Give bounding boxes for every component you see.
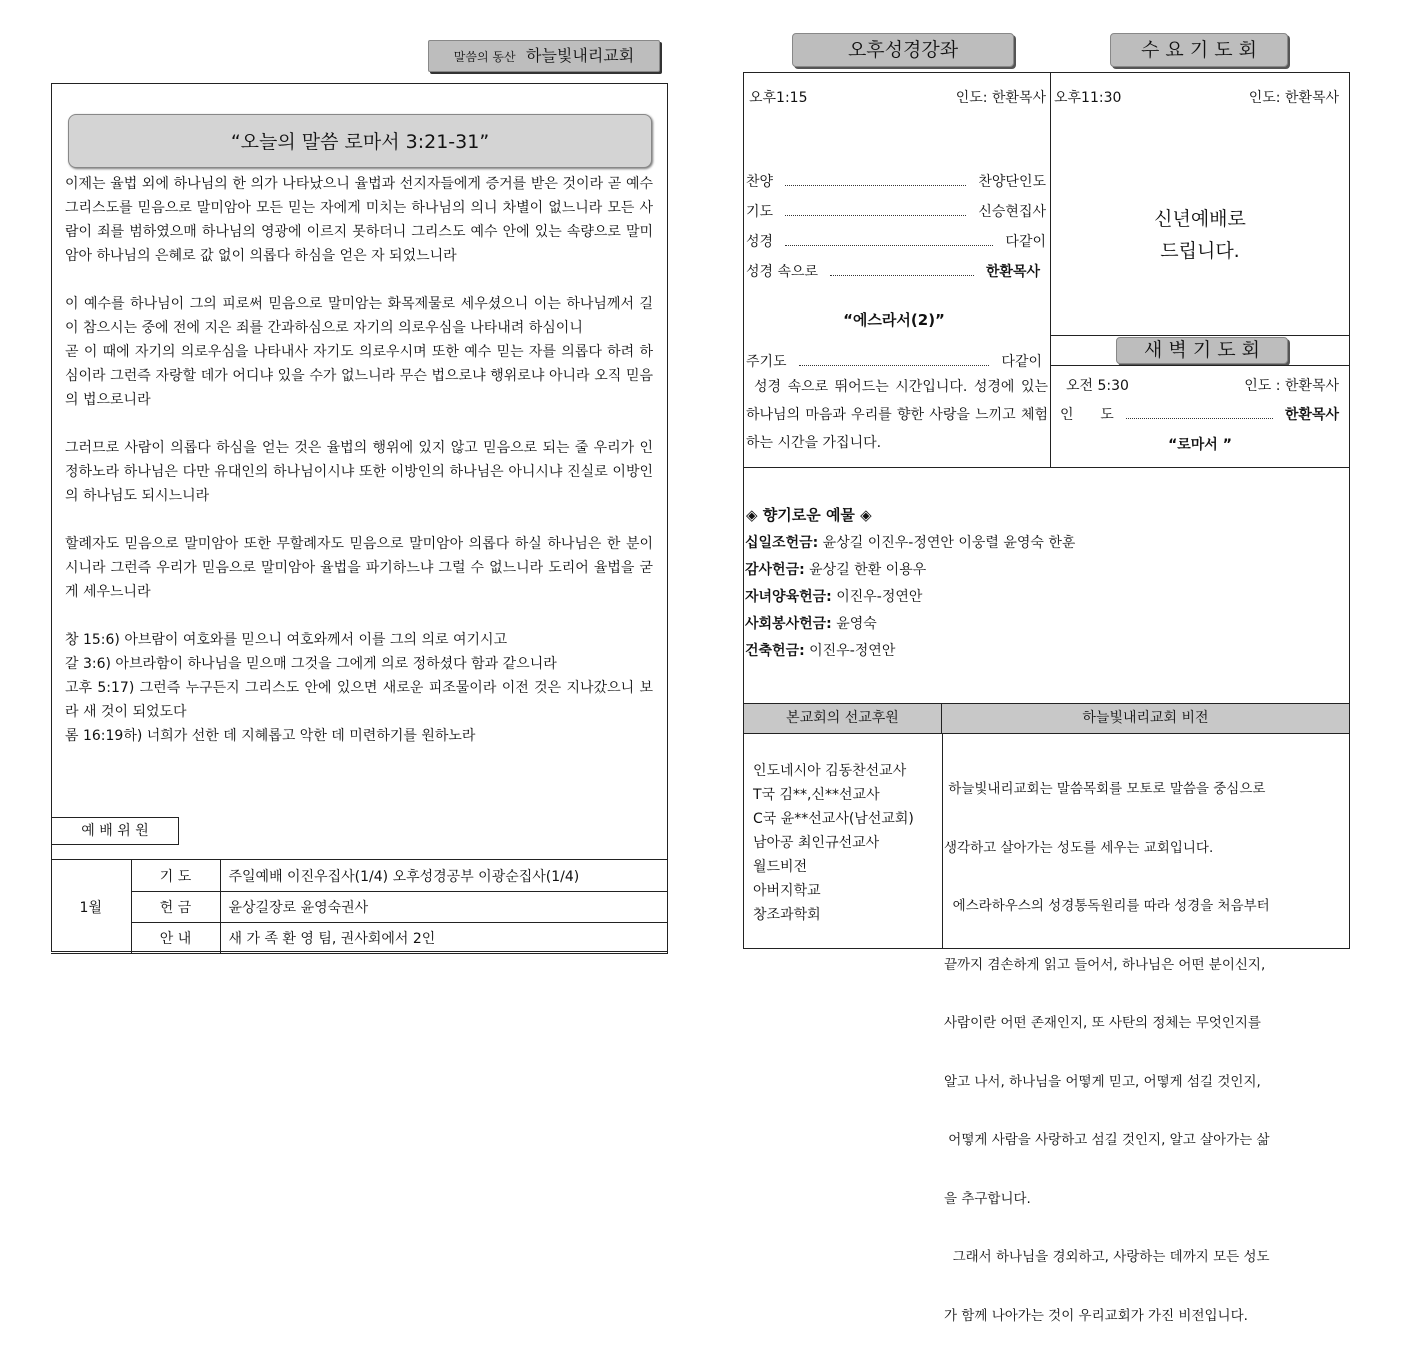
committee-role: 안 내 [131,923,220,954]
offering-item: 감사헌금: 윤상길 한환 이용우 [745,562,927,578]
mission-item: 남아공 최인규선교사 [753,835,880,851]
order-row [746,161,1046,191]
committee-label: 예 배 위 원 [52,817,179,845]
order-who: 신승현집사 [978,204,1046,220]
committee-value: 주일예배 이진우집사(1/4) 오후성경공부 이광순집사(1/4) [220,860,668,892]
wednesday-notice-line: 드립니다. [1160,240,1240,262]
order-label: 성경 속으로 [746,264,819,280]
cross-reference: 갈 3:6) 아브라함이 하나님을 믿으매 그것을 그에게 의로 정하셨다 함과 같으니라 [65,656,557,672]
wednesday-notice-line: 신년예배로 [1154,208,1246,230]
cross-reference: 고후 5:17) 그런즉 누구든지 그리스도 안에 있으면 새로운 피조물이라 이전 것은 지나갔으니 보라 새 것이 되었도다 [65,680,653,720]
order-row [746,221,1046,251]
dawn-topic: “로마서 ” [1168,437,1232,453]
committee-role: 헌 금 [131,892,220,923]
committee-role: 기 도 [131,860,220,892]
dawn-time: 오전 5:30 [1066,378,1129,394]
missions-list [753,759,914,927]
mission-item: 인도네시아 김동찬선교사 [753,763,907,779]
church-name: 하늘빛내리교회 [526,46,635,65]
scripture-paragraph: 이 예수를 하나님이 그의 피로써 믿음으로 말미암는 화목제물로 세우셨으니 이는 하나님께서 길이 참으시는 중에 전에 지은 죄를 간과하심으로 자기의 의로우심을 나타내려 하심이니 곧 이 때에 자기의 의로우심을 나타내사 자기도 의로우시며 또한 예수 믿는 자를 의롭다 하려 하심이라 그런즉 자랑할 데가 어디냐 있을 수가 없느니라 무슨 법으로냐 행위로냐 아니라 오직 믿음의 법으로니라 [65,296,653,408]
vision-header: 하늘빛내리교회 비전 [942,703,1349,734]
church-motto: 말씀의 동산 [453,50,516,64]
dawn-header: 새 벽 기 도 회 [1116,337,1288,364]
cross-reference: 창 15:6) 아브람이 여호와를 믿으니 여호와께서 이를 그의 의로 여기시고 [65,632,508,648]
wednesday-section [1051,73,1349,336]
order-row [746,191,1046,221]
order-label: 주기도 [746,354,787,370]
church-badge [428,40,660,72]
committee-value: 새 가 족 환 영 팀, 권사회에서 2인 [220,923,668,954]
committee-table [51,859,668,954]
afternoon-desc: 성경 속으로 뛰어드는 시간입니다. 성경에 있는 하나님의 마음과 우리를 향한 사랑을 느끼고 체험하는 시간을 가집니다. [746,379,1048,451]
mission-item: 월드비전 [753,859,808,875]
order-label: 성경 [746,234,774,250]
dawn-section [1051,365,1349,467]
dawn-leader: 인도 : 한환목사 [1244,378,1339,394]
afternoon-section [744,73,1051,467]
sermon-title: “오늘의 말씀 로마서 3:21-31” [230,131,490,153]
offering-item: 사회봉사헌금: 윤영숙 [745,616,877,632]
cross-reference: 롬 16:19하) 너희가 선한 데 지혜롭고 악한 데 미련하기를 원하노라 [65,728,476,744]
committee-month: 1월 [51,860,131,954]
sermon-scripture [65,172,653,748]
order-label: 기도 [746,204,774,220]
order-row [746,251,1046,281]
column-divider [942,734,943,948]
order-who: 다같이 [1001,354,1042,370]
leader-dots [785,245,993,246]
vision-text: 하늘빛내리교회는 말씀목회를 모토로 말씀을 중심으로 생각하고 살아가는 성도를 세우는 교회입니다. 에스라하우스의 성경통독원리를 따라 성경을 처음부터 끝까지 겸손하게 읽고 들어서, 하나님은 어떤 분이신지, 사람이란 어떤 존재인지, 또 사탄의 정체는 무엇인지를 알고 나서, 하나님을 어떻게 믿고, 어떻게 섬길 것인지, 어떻게 사람을 사랑하고 섬길 것인지, 알고 살아가는 삶 을 추구합니다. 그래서 하나님을 경외하고, 사랑하는 데까지 모든 성도 가 함께 나아가는 것이 우리교회가 가진 비전입니다. [944,781,1270,1324]
order-who: 다같이 [1005,234,1046,250]
leader-dots [799,365,990,366]
scripture-paragraph: 이제는 율법 외에 하나님의 한 의가 나타났으니 율법과 선지자들에게 증거를 받은 것이라 곧 예수 그리스도를 믿음으로 말미암아 모든 믿는 자에게 미치는 하나님의 의니 차별이 없느니라 모든 사람이 죄를 범하였으매 하나님의 영광에 이르지 못하더니 그리스도 예수 안에 있는 속량으로 말미암아 하나님의 은혜로 값 없이 의롭다 하심을 얻은 자 되었느니라 [65,176,653,264]
order-who: 한환목사 [985,264,1040,280]
wednesday-notice [1051,203,1349,267]
mission-item: 아버지학교 [753,883,821,899]
wednesday-leader: 인도: 한환목사 [1248,90,1339,106]
mission-item: T국 김**,신**선교사 [753,787,880,803]
afternoon-order [746,161,1046,281]
closing-row [746,341,1042,371]
afternoon-leader: 인도: 한환목사 [955,90,1046,106]
offering-item: 십일조헌금: 윤상길 이진우-정연안 이웅렬 윤영숙 한훈 [745,535,1076,551]
offerings-title: ◈ 향기로운 예물 ◈ [746,506,872,524]
leader-dots [830,275,974,276]
dawn-row [1060,394,1339,424]
wednesday-time: 오후11:30 [1054,90,1122,106]
order-who: 한환목사 [1284,407,1339,423]
committee-value: 윤상길장로 윤영숙권사 [220,892,668,923]
missions-header: 본교회의 선교후원 [744,703,942,734]
leader-dots [785,215,966,216]
offerings-list [745,530,1075,665]
sermon-panel [51,83,668,952]
leader-dots [785,185,966,186]
order-label: 찬양 [746,174,774,190]
offering-item: 건축헌금: 이진우-정연안 [745,643,896,659]
offerings-section [744,467,1349,703]
mission-item: 창조과학회 [753,907,821,923]
scripture-paragraph: 그러므로 사람이 의롭다 하심을 얻는 것은 율법의 행위에 있지 않고 믿음으로 되는 줄 우리가 인정하노라 하나님은 다만 유대인의 하나님이시냐 또한 이방인의 하나님은 아니시냐 진실로 이방인의 하나님도 되시느니라 [65,440,653,504]
wednesday-header: 수 요 기 도 회 [1110,33,1288,67]
sermon-title-bar [68,114,652,168]
afternoon-topic: “에스라서(2)” [843,311,945,329]
right-panel [743,72,1350,1324]
scripture-paragraph: 할례자도 믿음으로 말미암아 또한 무할례자도 믿음으로 말미암아 의롭다 하실 하나님은 한 분이시니라 그런즉 우리가 믿음으로 말미암아 율법을 파기하느냐 그럴 수 없느니라 도리어 율법을 굳게 세우느니라 [65,536,653,600]
leader-dots [1126,418,1273,419]
order-label: 인 도 [1060,407,1114,423]
offering-item: 자녀양육헌금: 이진우-정연안 [745,589,923,605]
mission-item: C국 윤**선교사(남선교회) [753,811,914,827]
order-who: 찬양단인도 [978,174,1046,190]
afternoon-time: 오후1:15 [749,90,808,106]
afternoon-header: 오후성경강좌 [792,33,1014,67]
